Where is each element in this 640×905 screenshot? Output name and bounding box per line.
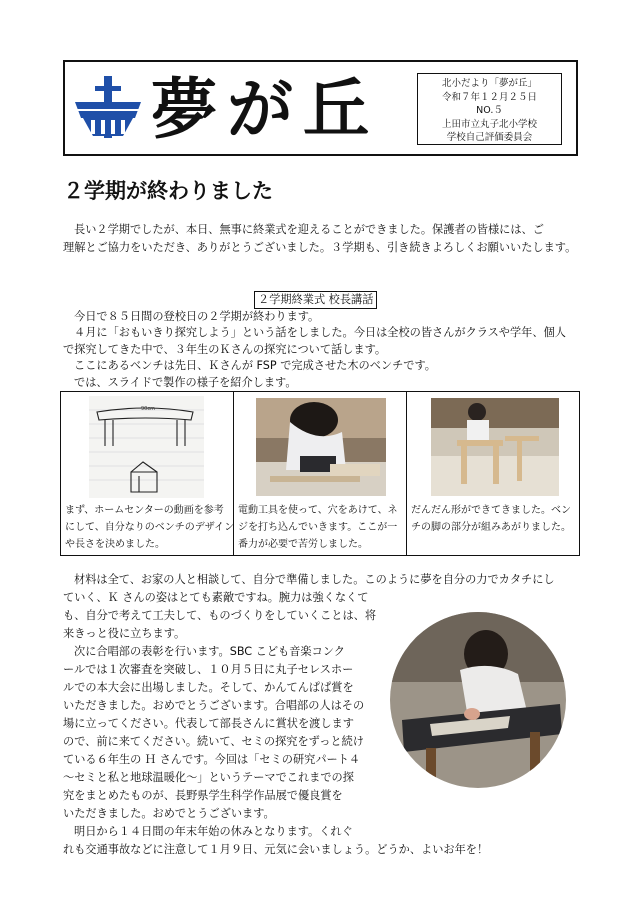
issue-info-line: 学校自己評価委員会 [446,132,533,144]
issue-info-line: 令和７年１２月２５日 [441,91,537,103]
text-line: ここにあるベンチは先日、Ｋさんが FSP で完成させた木のベンチです。 [74,359,436,373]
photo-cell [61,392,234,556]
photo-caption [407,500,579,536]
text-line: ４月に「おもいきり探究しよう」という話をしました。今日は全校の皆さんがクラスや学年、個人 [74,326,566,340]
bench-assembly-photo-image [407,392,579,500]
student-bench-photo-image [390,612,566,788]
text-line: 来きっと役に立ちます。 [63,627,186,640]
photo-cell [407,392,580,556]
caption-line: まず、ホームセンターの動画を参考 [65,505,224,516]
photo-caption [234,500,406,553]
issue-info-box [417,73,562,145]
text-line: 材料は全て、お家の人と相談して、自分で準備しました。このように夢を自分の力でカタチにし [74,573,555,586]
text-line: いただきました。おめでとうございます。 [63,807,275,820]
text-line: も、自分で考えて工夫して、ものづくりをしていくことは、将 [63,609,377,622]
caption-line: 電動工具を使って、穴をあけて、ネ [238,505,398,516]
newsletter-header [63,60,578,156]
newsletter-title: 夢が丘 [151,71,379,148]
caption-line: にして、自分なりのベンチのデザイン [65,522,235,533]
text-line: では、スライドで製作の様子を紹介します。 [74,375,297,389]
text-line: 長い２学期でしたが、本日、無事に終業式を迎えることができました。保護者の皆様には、ご [74,223,544,236]
text-line: で探究してきた中で、３年生のＫさんの探究について話します。 [63,342,387,356]
text-line: ルでの本大会に出場しました。そして、かんてんぱぱ賞を [63,681,354,694]
text-line: 次に合唱部の表彰を行います。SBC こども音楽コンク [74,645,345,658]
photo-cell [234,392,407,556]
caption-line: チの脚の部分が組みあがりました。 [411,522,571,533]
text-line: 場に立ってください。代表して部長さんに賞状を渡します [63,717,354,730]
caption-line: や長さを決めました。 [65,539,165,550]
issue-info-line: 北小だより「夢が丘」 [441,78,537,89]
text-line: ～セミと私と地球温暖化～」というテーマでこれまでの探 [63,771,354,784]
section-heading: ２学期が終わりました [63,179,273,203]
text-line: れも交通事故などに注意して１月９日、元気に会いましょう。どうか、よいお年を！ [63,843,489,856]
photo-caption [61,500,233,553]
intro-paragraph [63,221,576,257]
text-line: ている６年生の Ｈ さんです。今回は「セミの研究パート４ [63,753,361,766]
bench-design-sketch-image [61,392,233,500]
issue-info-line: 上田市立丸子北小学校 [441,118,537,130]
svg-text:90cm: 90cm [141,406,155,412]
drilling-photo-image [234,392,406,500]
caption-line: だんだん形ができてきました。ベン [411,505,571,516]
text-line: 理解とご協力をいただき、ありがとうございました。３学期も、引き続きよろしくお願いいたします。 [63,241,577,254]
speech-title: ２学期終業式 校長講話 [254,291,377,309]
text-line: 今日で８５日間の登校日の２学期が終わります。 [74,310,320,323]
text-line: ので、前に来てください。続いて、セミの探究をずっと続け [63,735,364,748]
photo-table [60,391,580,556]
speech-paragraph [63,309,566,391]
text-line: ていく、Ｋ さんの姿はとても素敵ですね。腕力は強くなくて [63,591,369,604]
issue-info-line: NO.５ [476,105,503,117]
school-emblem-icon [73,74,143,140]
text-line: いただきました。おめでとうございます。合唱部の人はその [63,699,365,712]
text-line: 明日から１４日間の年末年始の休みとなります。くれぐ [74,825,353,838]
caption-line: ジを打ち込んでいきます。ここが一 [238,522,398,533]
caption-line: 番力が必要で苦労しました。 [238,539,368,550]
text-line: ールでは１次審査を突破し、１０月５日に丸子セレスホー [63,663,354,676]
text-line: 究をまとめたものが、長野県学生科学作品展で優良賞を [63,789,343,802]
